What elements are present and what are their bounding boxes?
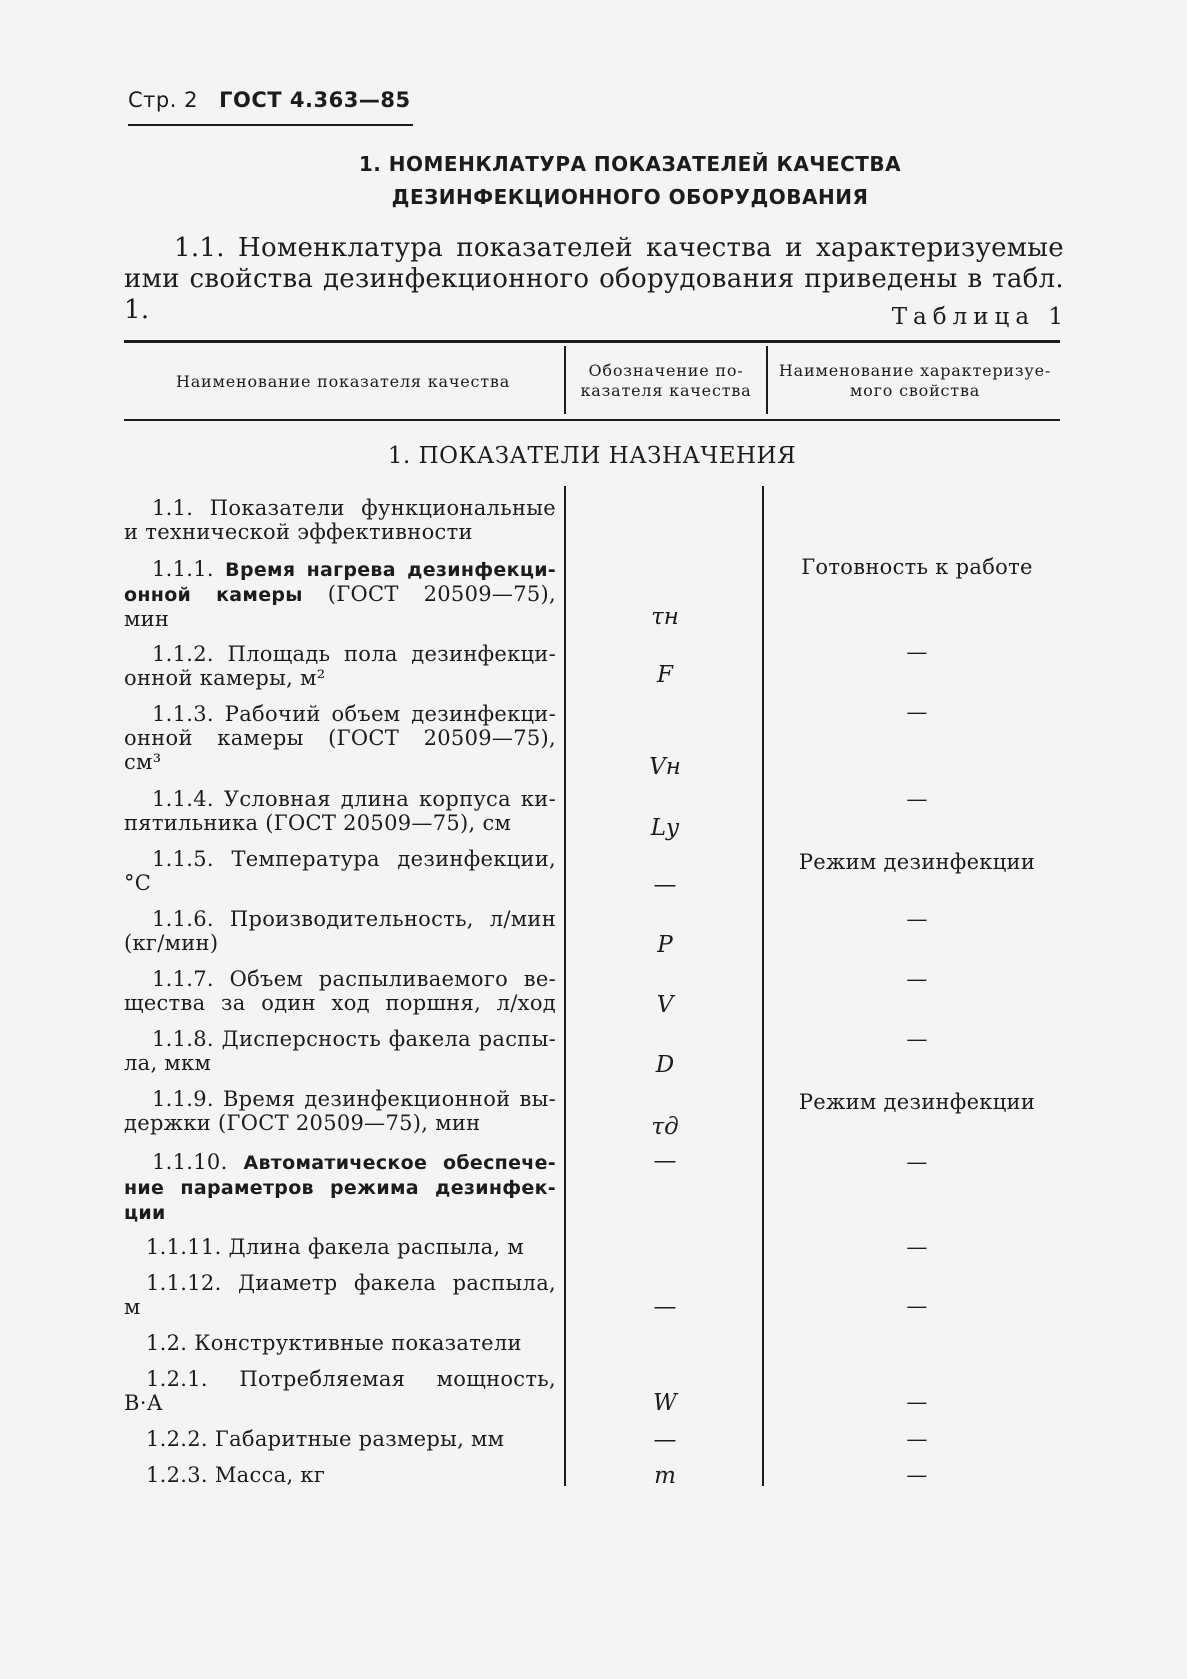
table-cell-property: —	[906, 907, 928, 931]
table-cell-property: —	[906, 1027, 928, 1051]
body-divider-1	[564, 486, 566, 1486]
table-top-rule	[124, 340, 1060, 343]
header-rule	[128, 124, 413, 126]
table-cell-symbol: D	[655, 1052, 675, 1078]
table-row-name: 1.1.9. Время дезинфекционной вы- держки (ГОСТ 20509—75), мин	[124, 1087, 556, 1135]
header-col-property: Наименование характеризуе- мого свойства	[778, 361, 1052, 400]
table-cell-symbol: W	[653, 1390, 677, 1416]
table-cell-symbol: m	[654, 1463, 676, 1489]
body-divider-2	[762, 486, 764, 1486]
table-row-name: 1.1.6. Производительность, л/мин (кг/мин)	[124, 907, 556, 955]
table-cell-property: Готовность к работе	[801, 555, 1033, 579]
table-cell-symbol: τд	[651, 1114, 679, 1140]
intro-text: 1.1. Номенклатура показателей качества и характеризуемые ими свойства дезинфекционного оборудования приведены в табл. 1.	[124, 233, 1064, 325]
header-col-name: Наименование показателя качества	[175, 372, 511, 391]
table-cell-property: —	[906, 967, 928, 991]
section-title-line-1: 1. НОМЕНКЛАТУРА ПОКАЗАТЕЛЕЙ КАЧЕСТВА	[358, 152, 902, 176]
header-col-symbol: Обозначение по- казателя качества	[580, 361, 752, 400]
table-row-name: 1.2.1. Потребляемая мощность, В·А	[124, 1367, 556, 1415]
table-cell-property: —	[906, 787, 928, 811]
table-row-name: 1.1.4. Условная длина корпуса ки- пятильника (ГОСТ 20509—75), см	[124, 787, 556, 835]
table-row-name: 1.2. Конструктивные показатели	[146, 1331, 522, 1355]
table-header-bottom-rule	[124, 419, 1060, 421]
table-row-name: 1.1.5. Температура дезинфекции, °С	[124, 847, 556, 895]
table-label: Таблица 1	[891, 304, 1069, 330]
table-cell-property: —	[906, 1390, 928, 1414]
table-row-name: 1.2.2. Габаритные размеры, мм	[146, 1427, 505, 1451]
table-cell-symbol: —	[653, 1294, 677, 1320]
table-row-name: 1.1.2. Площадь пола дезинфекци- онной камеры, м²	[124, 642, 556, 690]
table-cell-symbol: —	[653, 872, 677, 898]
header-divider-1	[564, 346, 566, 414]
table-cell-symbol: Lу	[650, 815, 680, 841]
table-row-name: 1.1.11. Длина факела распыла, м	[146, 1235, 525, 1259]
page-label: Стр. 2	[128, 88, 198, 112]
table-cell-property: —	[906, 1294, 928, 1318]
table-cell-property: —	[906, 1463, 928, 1487]
table-cell-symbol: τн	[651, 604, 679, 630]
standard-number: ГОСТ 4.363—85	[219, 88, 411, 112]
table-cell-property: —	[906, 700, 928, 724]
table-cell-symbol: Vн	[649, 754, 681, 780]
running-head	[128, 88, 411, 112]
table-cell-symbol: —	[653, 1148, 677, 1174]
table-cell-symbol: P	[657, 932, 673, 958]
table-row-name: 1.1.10. Автоматическое обеспече- ние параметров режима дезинфек- ции	[124, 1150, 556, 1224]
table-row-name: 1.1. Показатели функциональные и технической эффективности	[124, 496, 556, 544]
table-cell-property: Режим дезинфекции	[798, 850, 1036, 874]
table-row-name: 1.1.1. Время нагрева дезинфекци- онной камеры (ГОСТ 20509—75), мин	[124, 557, 556, 631]
table-cell-symbol: F	[657, 662, 673, 688]
table-row-name: 1.1.8. Дисперсность факела распы- ла, мкм	[124, 1027, 556, 1075]
table-cell-symbol: —	[653, 1427, 677, 1453]
group-title: 1. ПОКАЗАТЕЛИ НАЗНАЧЕНИЯ	[387, 443, 797, 469]
table-row-name: 1.1.3. Рабочий объем дезинфекци- онной камеры (ГОСТ 20509—75), см³	[124, 702, 556, 774]
table-cell-property: —	[906, 1235, 928, 1259]
table-row-name: 1.1.7. Объем распыливаемого ве- щества за один ход поршня, л/ход	[124, 967, 556, 1015]
table-row-name: 1.1.12. Диаметр факела распыла, м	[124, 1271, 556, 1319]
table-cell-property: —	[906, 640, 928, 664]
table-cell-symbol: V	[656, 992, 674, 1018]
section-title	[240, 148, 1020, 214]
header-divider-2	[766, 346, 768, 414]
section-title-line-2: ДЕЗИНФЕКЦИОННОГО ОБОРУДОВАНИЯ	[391, 185, 869, 209]
table-cell-property: —	[906, 1427, 928, 1451]
table-cell-property: —	[906, 1150, 928, 1174]
table-row-name: 1.2.3. Масса, кг	[146, 1463, 326, 1487]
table-cell-property: Режим дезинфекции	[798, 1090, 1036, 1114]
